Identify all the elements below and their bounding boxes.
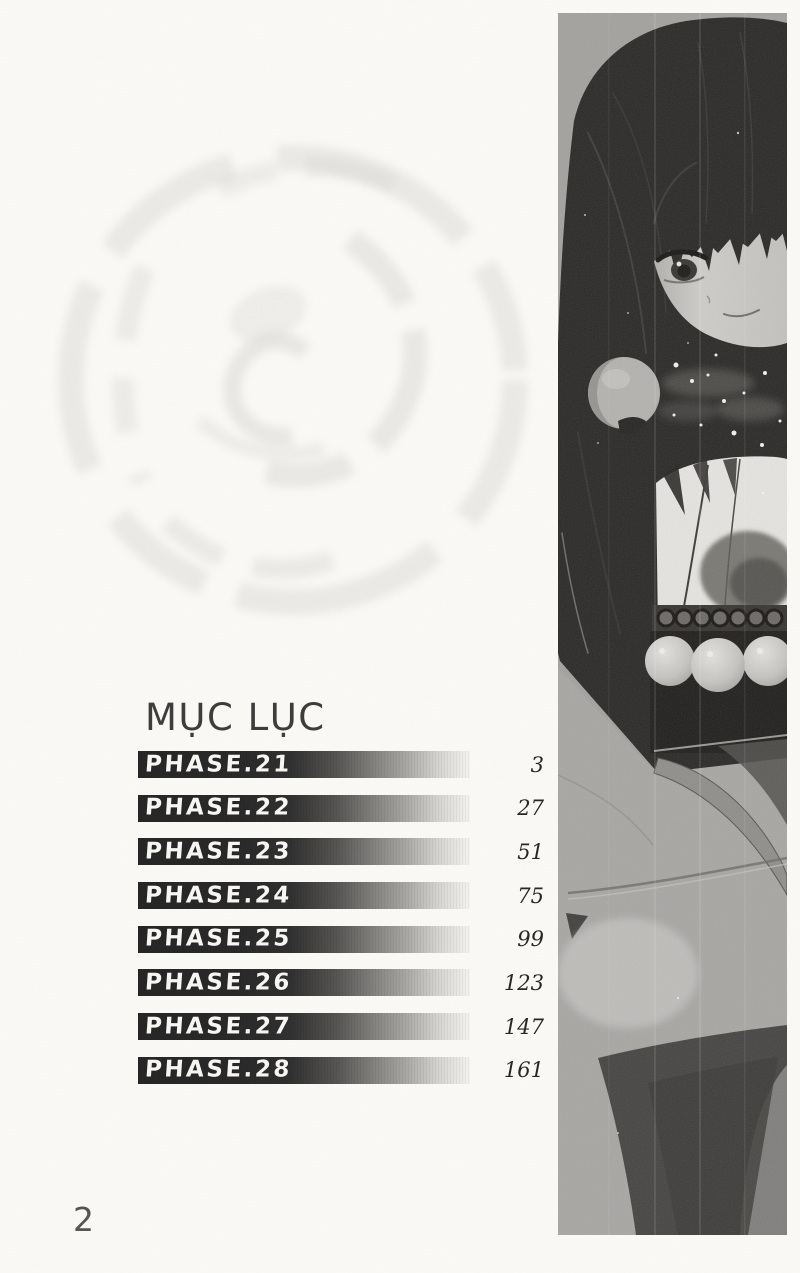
toc-row xyxy=(138,751,544,778)
toc-entry-bar xyxy=(138,926,470,953)
toc-entry-label: PHASE.25 xyxy=(144,925,293,952)
toc-entry-bar xyxy=(138,882,470,909)
toc-entry-bar xyxy=(138,838,470,865)
toc-entry-label: PHASE.24 xyxy=(144,882,293,909)
toc-entry-page-number: 161 xyxy=(503,1058,544,1083)
toc-row xyxy=(138,795,544,822)
toc-entry-page-number: 123 xyxy=(503,970,544,995)
toc-entry-label: PHASE.26 xyxy=(144,969,293,996)
toc-row xyxy=(138,969,544,996)
toc-row xyxy=(138,882,544,909)
toc-row xyxy=(138,1013,544,1040)
manga-girl-artwork xyxy=(558,13,787,1235)
toc-entry-page-number: 75 xyxy=(517,883,544,908)
toc-row xyxy=(138,838,544,865)
page-title: MỤC LỤC xyxy=(145,696,326,739)
toc-entry-bar xyxy=(138,969,470,996)
page-number-folio: 2 xyxy=(73,1200,94,1239)
toc-entry-bar xyxy=(138,751,470,778)
table-of-contents xyxy=(138,751,544,1101)
toc-entry-label: PHASE.23 xyxy=(144,838,293,865)
toc-entry-page-number: 27 xyxy=(517,796,544,821)
toc-entry-label: PHASE.28 xyxy=(144,1056,293,1083)
toc-entry-page-number: 51 xyxy=(517,839,544,864)
toc-entry-label: PHASE.27 xyxy=(144,1013,293,1040)
toc-entry-bar xyxy=(138,1057,470,1084)
toc-row xyxy=(138,926,544,953)
toc-entry-bar xyxy=(138,795,470,822)
toc-entry-label: PHASE.21 xyxy=(144,750,293,777)
toc-entry-page-number: 3 xyxy=(530,752,544,777)
toc-entry-page-number: 99 xyxy=(517,927,544,952)
toc-entry-page-number: 147 xyxy=(503,1014,544,1039)
toc-entry-bar xyxy=(138,1013,470,1040)
toc-row xyxy=(138,1057,544,1084)
dragon-seal-watermark xyxy=(50,90,536,676)
toc-entry-label: PHASE.22 xyxy=(144,794,293,821)
